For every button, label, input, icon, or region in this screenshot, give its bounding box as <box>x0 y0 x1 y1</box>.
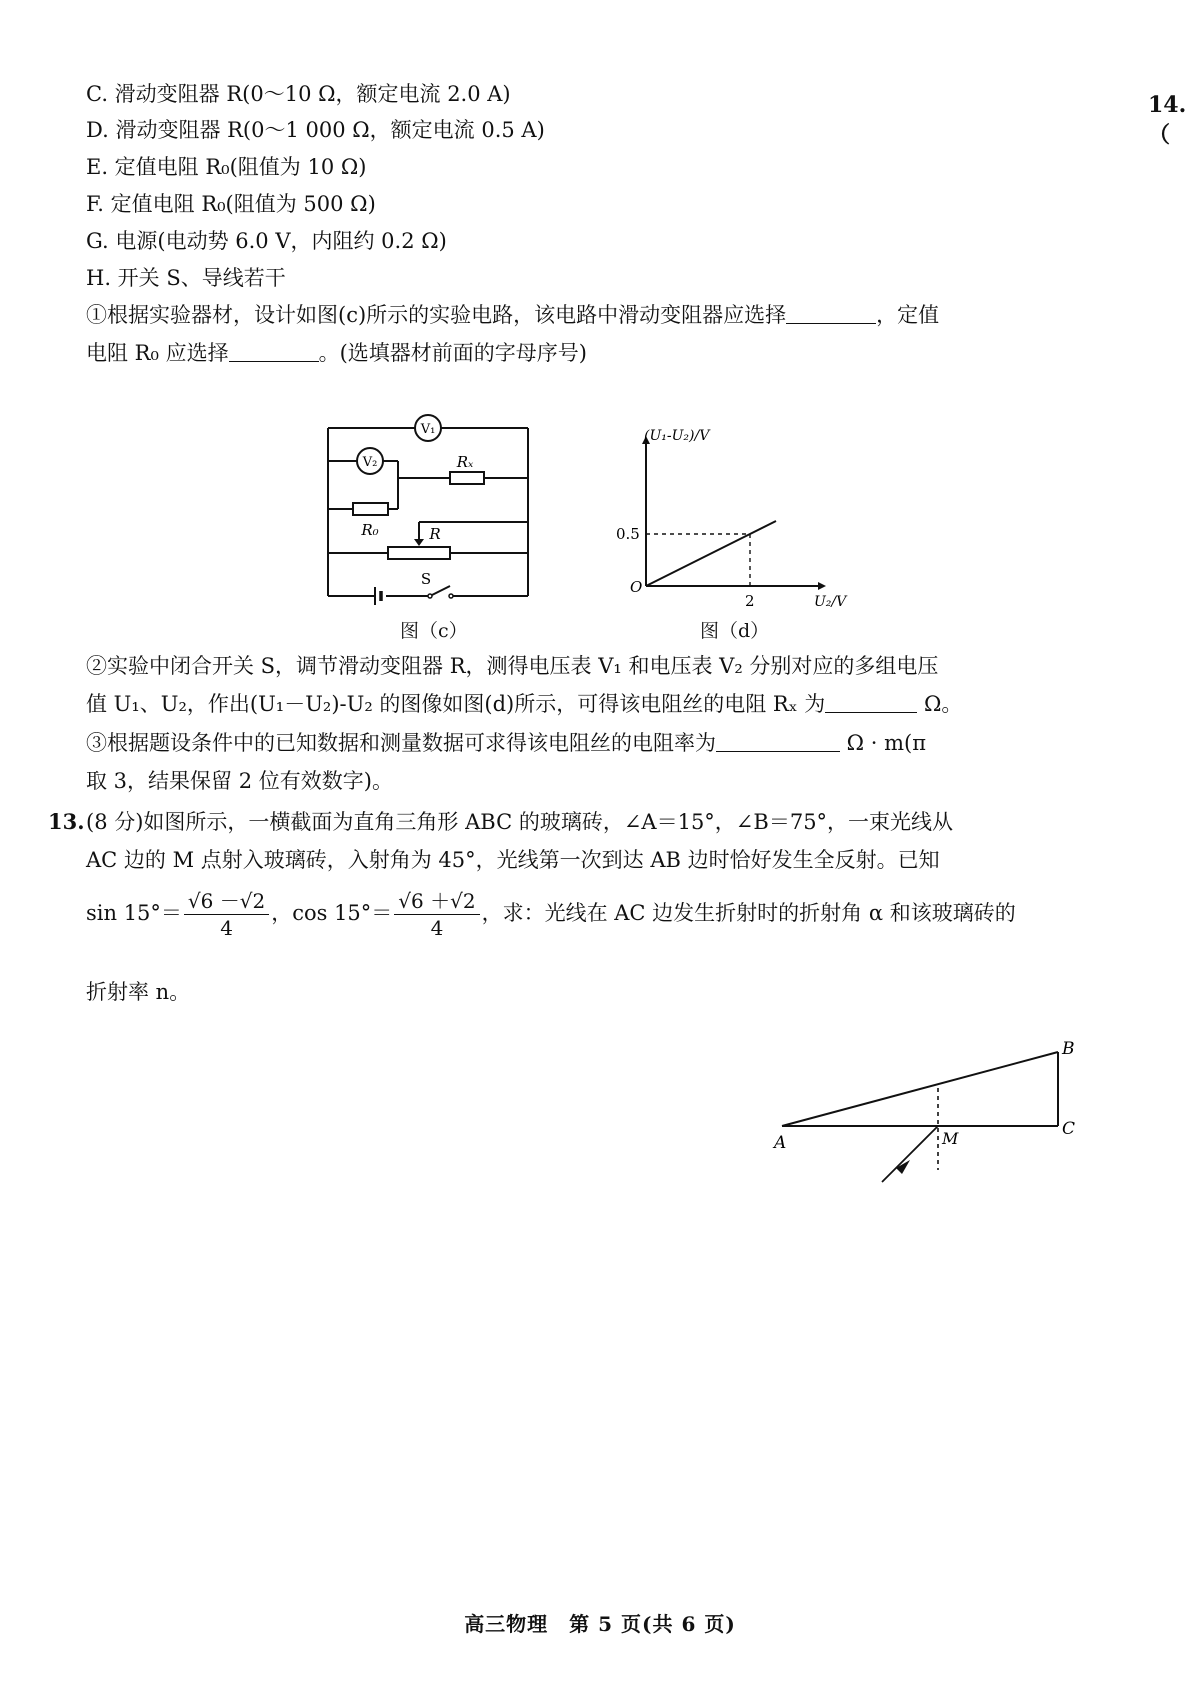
point-m-label: M <box>942 1129 959 1148</box>
part2-line2 <box>86 690 962 718</box>
option-e: E. 定值电阻 R₀(阻值为 10 Ω) <box>86 155 367 179</box>
q13-line3 <box>86 888 1016 941</box>
part1-text-end: ，定值 <box>876 303 940 327</box>
answer-blank-resistor[interactable] <box>229 341 319 362</box>
answer-blank-rx[interactable] <box>825 692 917 713</box>
rx-label: Rₓ <box>456 453 474 471</box>
part1-line2 <box>86 339 587 367</box>
x-axis-arrow <box>818 582 826 590</box>
sin-fraction <box>184 888 269 941</box>
part3-text-1a: ③根据题设条件中的已知数据和测量数据可求得该电阻丝的电阻率为 <box>86 731 716 755</box>
option-g: G. 电源(电动势 6.0 V，内阻约 0.2 Ω) <box>86 229 447 253</box>
cos-label: ，cos 15°＝ <box>271 901 393 925</box>
figure-d-caption: 图（d） <box>700 620 770 642</box>
circuit-diagram <box>320 412 540 612</box>
next-question-number: 14.（ <box>1148 92 1187 148</box>
sin-denominator: 4 <box>220 916 233 940</box>
vertex-a-label: A <box>774 1133 787 1153</box>
part3-text-1b: Ω · m(π <box>840 731 927 755</box>
switch-label: S <box>420 570 432 588</box>
q13-line1: (8 分)如图所示，一横截面为直角三角形 ABC 的玻璃砖，∠A＝15°，∠B＝75°，一束光线从 <box>86 810 954 834</box>
question-13-number: 13. <box>48 809 85 834</box>
r0-label: R₀ <box>361 521 379 539</box>
cos-fraction <box>394 888 479 941</box>
data-line <box>646 521 776 586</box>
sin-label: sin 15°＝ <box>86 901 182 925</box>
option-f: F. 定值电阻 R₀(阻值为 500 Ω) <box>86 192 376 216</box>
y-tick-label: 0.5 <box>616 525 640 543</box>
part3-line1 <box>86 729 926 757</box>
part1-text: ①根据实验器材，设计如图(c)所示的实验电路，该电路中滑动变阻器应选择 <box>86 303 787 327</box>
part2-text-2b: Ω。 <box>917 692 963 716</box>
answer-blank-resistivity[interactable] <box>716 731 840 752</box>
q13-line4: 折射率 n。 <box>86 980 191 1004</box>
vertex-b-label: B <box>1062 1039 1075 1059</box>
part1-text-2b: 。(选填器材前面的字母序号) <box>318 341 587 365</box>
q13-line3-end: ，求：光线在 AC 边发生折射时的折射角 α 和该玻璃砖的 <box>481 901 1016 925</box>
cos-numerator: √6 ＋√2 <box>394 888 479 915</box>
triangle-diagram <box>770 1020 1090 1205</box>
voltmeter-v1-label: V₁ <box>420 422 436 437</box>
part2-text-2a: 值 U₁、U₂，作出(U₁－U₂)-U₂ 的图像如图(d)所示，可得该电阻丝的电阻 Rₓ 为 <box>86 692 826 716</box>
part1-text-2a: 电阻 R₀ 应选择 <box>86 341 229 365</box>
x-axis-label: U₂/V <box>814 594 847 610</box>
answer-blank-rheostat[interactable] <box>786 303 876 324</box>
option-c: C. 滑动变阻器 R(0～10 Ω，额定电流 2.0 A) <box>86 82 511 106</box>
page-footer: 高三物理 第 5 页(共 6 页) <box>464 1612 736 1636</box>
graph-d <box>616 428 860 613</box>
q13-line2: AC 边的 M 点射入玻璃砖，入射角为 45°，光线第一次到达 AB 边时恰好发生全反射。已知 <box>86 848 940 872</box>
vertex-c-label: C <box>1062 1119 1076 1139</box>
part1-line1 <box>86 301 939 329</box>
y-axis-label: (U₁-U₂)/V <box>644 428 710 444</box>
option-h: H. 开关 S、导线若干 <box>86 266 286 290</box>
rheostat-label: R <box>429 525 441 543</box>
origin-label: O <box>630 578 643 596</box>
part3-line2: 取 3，结果保留 2 位有效数字)。 <box>86 769 393 793</box>
part2-line1: ②实验中闭合开关 S，调节滑动变阻器 R，测得电压表 V₁ 和电压表 V₂ 分别对应的多组电压 <box>86 654 939 678</box>
x-tick-label: 2 <box>745 592 755 610</box>
option-d: D. 滑动变阻器 R(0～1 000 Ω，额定电流 0.5 A) <box>86 118 545 142</box>
figure-c-caption: 图（c） <box>400 620 468 642</box>
voltmeter-v2-label: V₂ <box>362 455 378 470</box>
cos-denominator: 4 <box>430 916 444 940</box>
sin-numerator: √6 －√2 <box>184 888 269 915</box>
